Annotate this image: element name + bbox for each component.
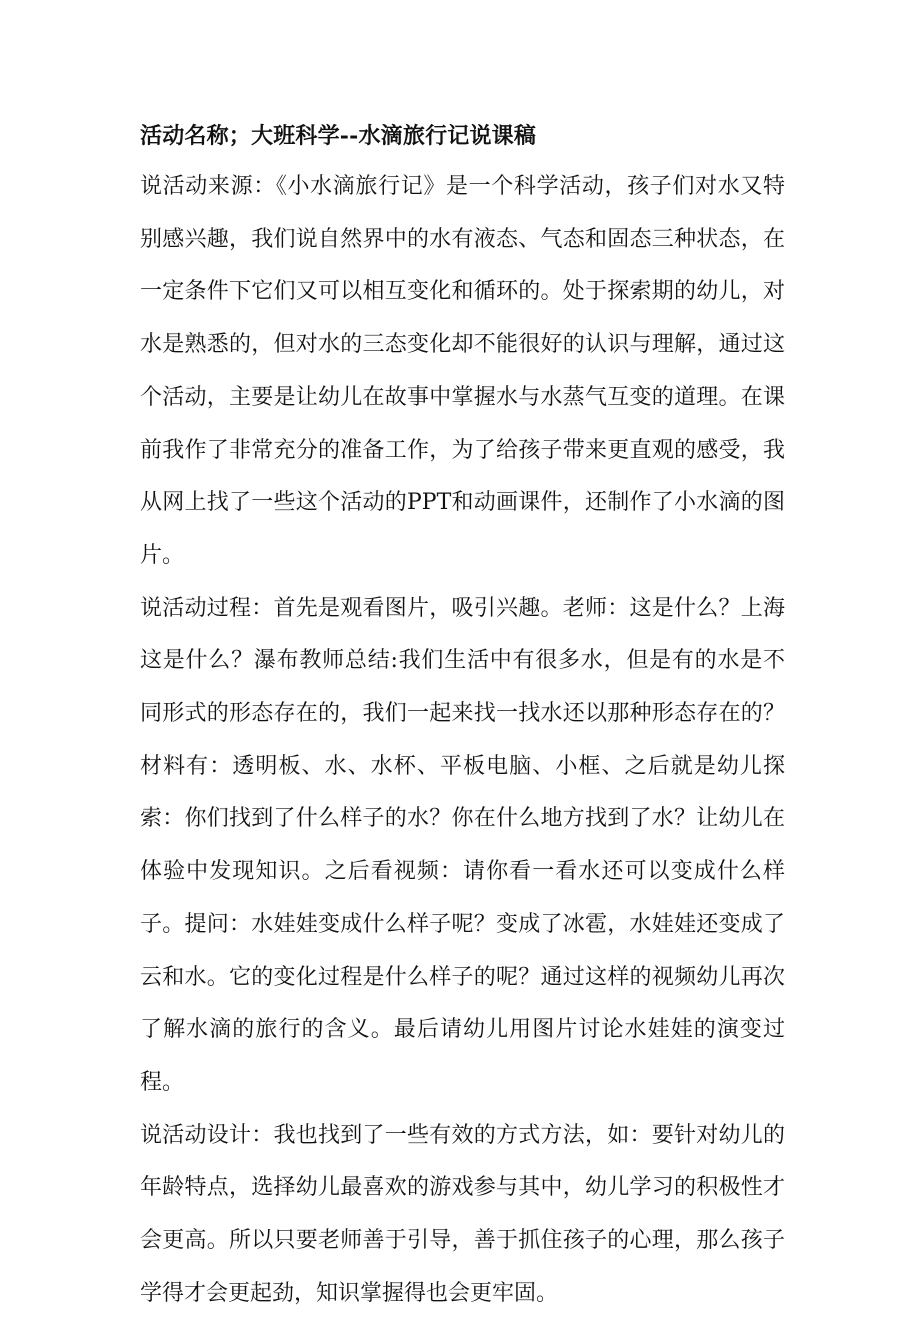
paragraph-activity-design: 说活动设计：我也找到了一些有效的方式方法，如：要针对幼儿的年龄特点，选择幼儿最喜欢的游戏参与其中，幼儿学习的积极性才会更高。所以只要老师善于引导，善于抓住孩子的心理，那么孩子学得才会更起劲，知识掌握得也会更牢固。 <box>140 1122 785 1306</box>
document-title: 活动名称；大班科学--水滴旅行记说课稿 <box>140 123 537 149</box>
paragraph-activity-process: 说活动过程：首先是观看图片，吸引兴趣。老师：这是什么？上海这是什么？瀑布教师总结:我们生活中有很多水，但是有的水是不同形式的形态存在的，我们一起来找一找水还以那种形态存在的？材料有：透明板、水、水杯、平板电脑、小框、之后就是幼儿探索：你们找到了什么样子的水？你在什么地方找到了水？让幼儿在体验中发现知识。之后看视频：请你看一看水还可以变成什么样子。提问：水娃娃变成什么样子呢？变成了冰雹，水娃娃还变成了云和水。它的变化过程是什么样子的呢？通过这样的视频幼儿再次了解水滴的旅行的含义。最后请幼儿用图片讨论水娃娃的演变过程。 <box>140 595 785 1095</box>
document-content <box>140 116 785 1320</box>
paragraph-activity-source: 说活动来源：《小水滴旅行记》是一个科学活动，孩子们对水又特别感兴趣，我们说自然界中的水有液态、气态和固态三种状态，在一定条件下它们又可以相互变化和循环的。处于探索期的幼儿，对水是熟悉的，但对水的三态变化却不能很好的认识与理解，通过这个活动，主要是让幼儿在故事中掌握水与水蒸气互变的道理。在课前我作了非常充分的准备工作，为了给孩子带来更直观的感受，我从网上找了一些这个活动的PPT和动画课件，还制作了小水滴的图片。 <box>140 174 785 568</box>
